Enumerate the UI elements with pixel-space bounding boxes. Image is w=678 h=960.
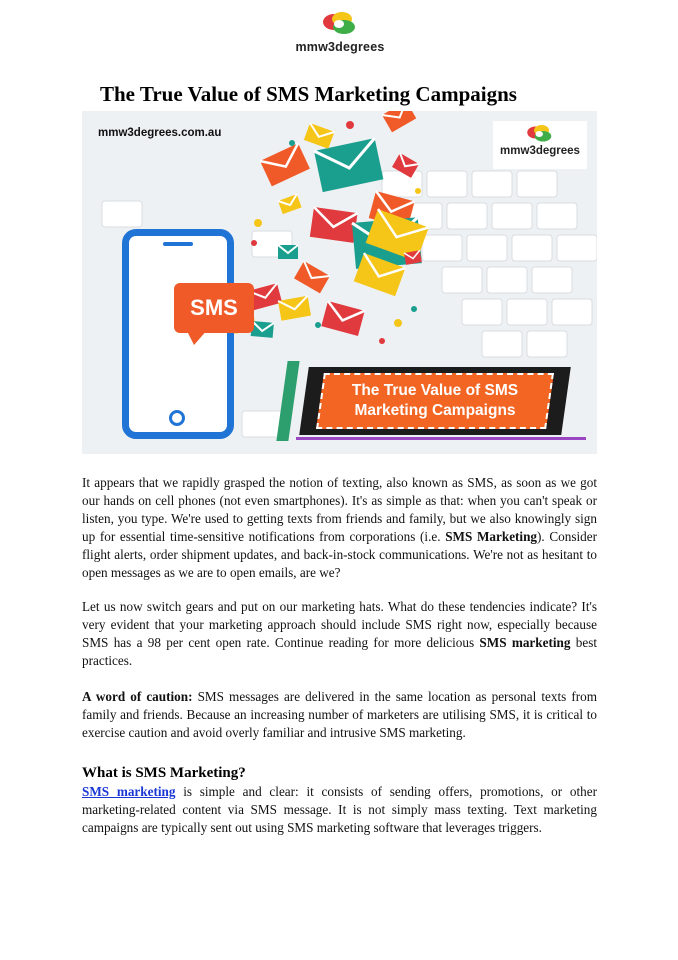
sms-bubble-tail xyxy=(186,329,208,345)
banner-logo-text: mmw3degrees xyxy=(500,145,580,157)
phone-home-button xyxy=(169,410,185,426)
site-logo[interactable] xyxy=(270,10,410,60)
paragraph-caution xyxy=(82,688,597,742)
p2-text-a: Let us now switch gears and put on our marketing hats. What do these tendencies indicate? It's very evident that your marketing approach should include SMS right now, especially because SMS has a 98 per cent open rate. Continue reading for more delicious xyxy=(82,599,597,650)
p1-text-b: ). Consider flight alerts, order shipment updates, and back-in-stock communications. We're not as hesitant to open messages as we are to open emails, are we? xyxy=(82,529,597,580)
p3-text: SMS messages are delivered in the same location as personal texts from family and friends. Because an increasing number of marketers are utilising SMS, it is critical to exercise caution and avoid overly familiar and intrusive SMS marketing. xyxy=(82,689,597,740)
phone-icon xyxy=(122,229,234,439)
p3-bold: A word of caution: xyxy=(82,689,193,704)
p2-bold: SMS marketing xyxy=(479,635,571,650)
article-title: The True Value of SMS Marketing Campaigns xyxy=(100,82,517,106)
hero-banner xyxy=(82,111,597,454)
section-heading: What is SMS Marketing? xyxy=(82,765,246,781)
ribbon-dashed-line xyxy=(296,437,586,440)
banner-url: mmw3degrees.com.au xyxy=(98,127,222,139)
paragraph-definition xyxy=(82,783,597,837)
sms-bubble: SMS xyxy=(174,283,254,333)
p1-bold: SMS Marketing xyxy=(445,529,538,544)
p4-text: is simple and clear: it consists of sending offers, promotions, or other marketing-related content via SMS message. It is not simply mass texting. Text marketing campaigns are typically sent out using SMS marketing software that leverages triggers. xyxy=(82,784,598,835)
banner-logo xyxy=(493,121,587,169)
paragraph-intro xyxy=(82,474,597,582)
logo-mark-icon xyxy=(525,123,555,145)
logo-text: mmw3degrees xyxy=(295,40,385,54)
p1-text-a: It appears that we rapidly grasped the notion of texting, also known as SMS, as soon as we got our hands on cell phones (not even smartphones). It's as simple as that: when you can't speak or listen, you type. We're used to getting texts from friends and family, but we also knowingly sign up for essential time-sensitive notifications from corporations (i.e. xyxy=(82,475,597,544)
sms-marketing-link[interactable]: SMS marketing xyxy=(82,784,176,799)
p2-text-b: best practices. xyxy=(82,635,597,668)
paragraph-marketing-hats xyxy=(82,598,597,670)
logo-mark-icon xyxy=(320,10,360,38)
ribbon-text xyxy=(318,375,552,427)
phone-speaker xyxy=(163,242,193,246)
ribbon-line-1: The True Value of SMS xyxy=(351,382,519,399)
ribbon-line-2: Marketing Campaigns xyxy=(354,402,516,419)
